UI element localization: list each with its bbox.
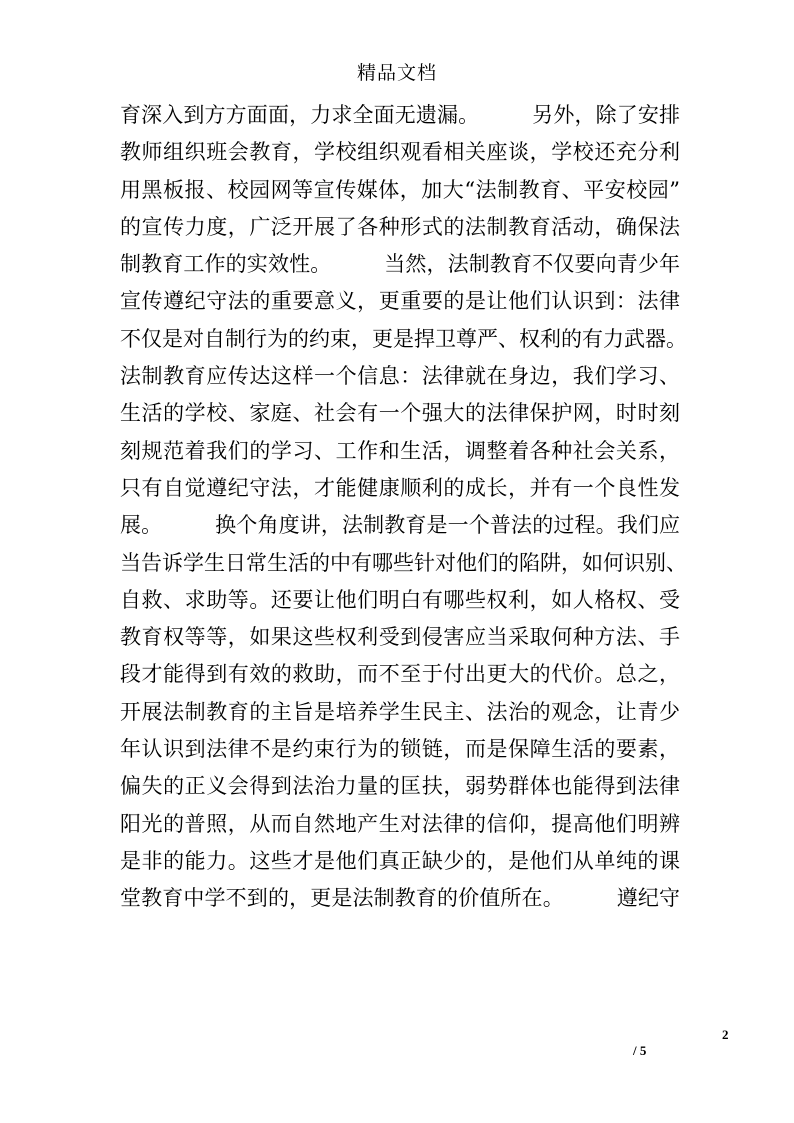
body-line: 年认识到法律不是约束行为的锁链，而是保障生活的要素，: [120, 737, 680, 762]
body-line: 的宣传力度，广泛开展了各种形式的法制教育活动，确保法: [120, 214, 680, 239]
body-line: 法制教育应传达这样一个信息：法律就在身边，我们学习、: [120, 364, 680, 389]
body-line: 只有自觉遵纪守法，才能健康顺利的成长，并有一个良性发: [120, 475, 680, 500]
body-line: 教师组织班会教育，学校组织观看相关座谈，学校还充分利: [120, 140, 680, 165]
body-line: 偏失的正义会得到法治力量的匡扶，弱势群体也能得到法律: [120, 774, 680, 799]
page-total: / 5: [633, 1043, 647, 1058]
page-number: 2: [722, 1027, 729, 1042]
body-line: 开展法制教育的主旨是培养学生民主、法治的观念，让青少: [120, 699, 680, 724]
body-line: 制教育工作的实效性。 当然，法制教育不仅要向青少年: [120, 252, 680, 277]
body-line: 育深入到方方面面，力求全面无遗漏。 另外，除了安排: [120, 103, 680, 127]
body-line: 展。 换个角度讲，法制教育是一个普法的过程。我们应: [120, 513, 680, 538]
body-line: 生活的学校、家庭、社会有一个强大的法律保护网，时时刻: [120, 401, 680, 426]
body-line: 刻规范着我们的学习、工作和生活，调整着各种社会关系，: [120, 438, 680, 463]
body-line: 自救、求助等。还要让他们明白有哪些权利，如人格权、受: [120, 587, 680, 612]
document-body: [120, 97, 687, 918]
body-line: 堂教育中学不到的，更是法制教育的价值所在。 遵纪守: [120, 886, 680, 911]
body-line: 当告诉学生日常生活的中有哪些针对他们的陷阱，如何识别、: [120, 550, 687, 575]
header-title: 精品文档: [356, 62, 437, 84]
body-line: 宣传遵纪守法的重要意义，更重要的是让他们认识到：法律: [120, 289, 680, 314]
document-header: [0, 58, 794, 85]
body-line: 不仅是对自制行为的约束，更是捍卫尊严、权利的有力武器。: [120, 326, 687, 351]
body-line: 是非的能力。这些才是他们真正缺少的，是他们从单纯的课: [120, 848, 680, 873]
body-line: 段才能得到有效的救助，而不至于付出更大的代价。总之，: [120, 662, 680, 687]
body-line: 阳光的普照，从而自然地产生对法律的信仰，提高他们明辨: [120, 811, 680, 836]
body-line: 教育权等等，如果这些权利受到侵害应当采取何种方法、手: [120, 625, 680, 650]
body-line: 用黑板报、校园网等宣传媒体，加大“法制教育、平安校园”: [120, 177, 680, 202]
